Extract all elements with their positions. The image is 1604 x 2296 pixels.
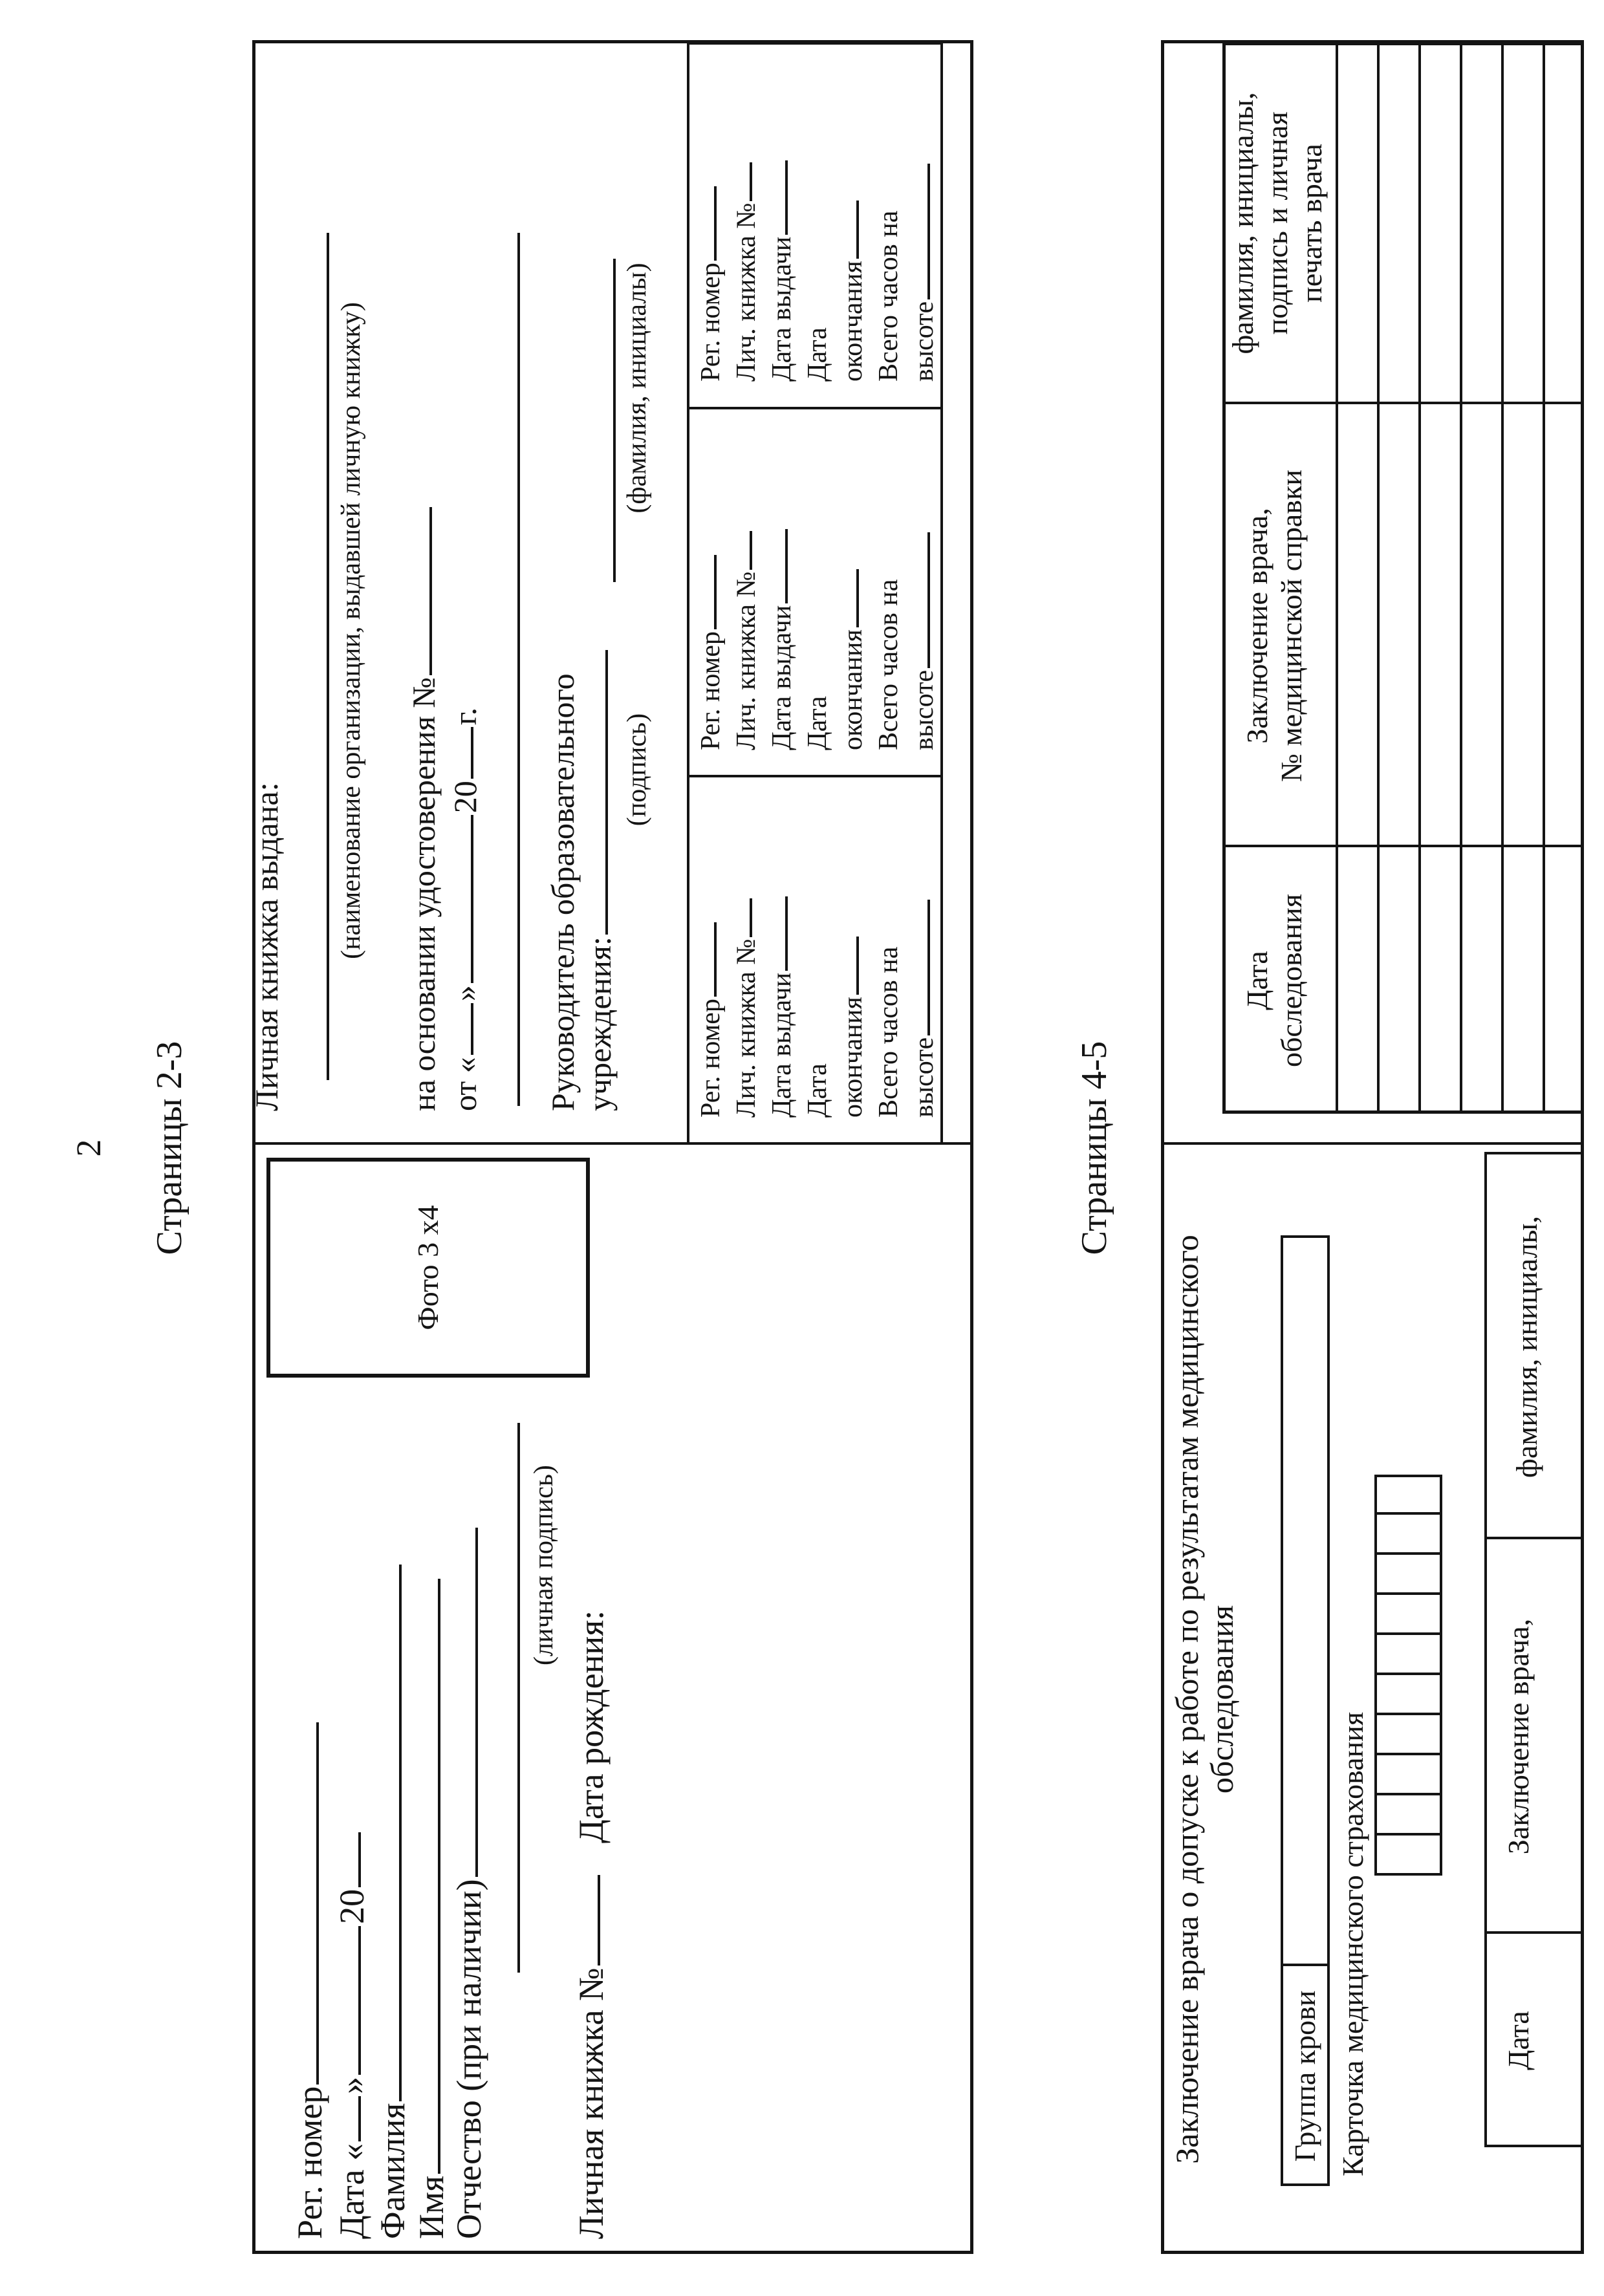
issue-date-prefix: от «	[447, 1057, 483, 1111]
record-hours-2: высоте	[907, 894, 942, 1118]
spread-2-3-heading: Страницы 2-3	[149, 1041, 190, 1255]
basis-line	[406, 505, 441, 1111]
record-end-date-1: Дата	[803, 1063, 832, 1118]
blank-line	[605, 650, 608, 935]
insurance-cell-divider	[1374, 1552, 1442, 1555]
head-of-institution-line2	[582, 648, 617, 1111]
exam-header-doctor-line2: подпись и личная	[1260, 111, 1294, 335]
exam-header-conclusion-line1: Заключение врача,	[1241, 508, 1273, 744]
field-patronymic-label: Отчество (при наличии)	[450, 1879, 488, 2239]
field-date-label: Дата «	[332, 2143, 371, 2239]
record-book-no: Лич. книжка №	[729, 158, 764, 382]
blank-line	[358, 2096, 361, 2141]
exam-header-date-line1: Дата	[1241, 951, 1273, 1010]
head-name-caption: (фамилия, инициалы)	[622, 263, 652, 514]
exam-table-header-bottom	[1336, 42, 1338, 1114]
records-table-divider-2	[687, 407, 943, 409]
medical-title-line1: Заключение врача о допуске к работе по результатам медицинского	[1169, 1235, 1205, 2164]
insurance-cell-divider	[1374, 1793, 1442, 1795]
records-cell-3	[693, 158, 942, 382]
exam-table-header-date	[1241, 847, 1309, 1114]
issuer-fill-line	[327, 233, 329, 1080]
exam-table-row-line	[1501, 42, 1504, 1114]
record-hours-2: высоте	[907, 527, 942, 750]
record-reg: Рег. номер	[693, 894, 729, 1118]
blank-line	[358, 1926, 361, 2075]
field-date-year: 20	[332, 1889, 371, 1924]
record-issue-date: Дата выдачи	[764, 527, 800, 750]
insurance-cell-divider	[1374, 1512, 1442, 1515]
field-personal-book-no-label: Личная книжка №	[572, 1967, 611, 2239]
field-first-name-label: Имя	[412, 2175, 451, 2239]
medical-title-line2: обследования	[1204, 1605, 1240, 1794]
blank-line	[471, 727, 473, 779]
record-reg: Рег. номер	[693, 527, 729, 750]
issued-label: Личная книжка выдана:	[248, 782, 285, 1111]
blank-line	[471, 815, 473, 983]
insurance-cell-divider	[1374, 1713, 1442, 1715]
exam-table-header-doctor	[1226, 42, 1329, 404]
exam-table-row-line	[1460, 42, 1462, 1114]
records-table-divider-1	[687, 775, 943, 777]
issue-date-line	[448, 708, 482, 1111]
insurance-card-strip	[1374, 1475, 1442, 1876]
photo-box	[266, 1158, 590, 1378]
insurance-cell-divider	[1374, 1833, 1442, 1836]
insurance-card-label: Карточка медицинского страхования	[1336, 1711, 1369, 2176]
exam-header-conclusion-line2: № медицинской справки	[1274, 470, 1308, 782]
field-date	[333, 1830, 371, 2239]
issue-date-year: 20	[447, 781, 483, 814]
cut-table-top-border	[1484, 1154, 1487, 2147]
signature-caption: (личная подпись)	[529, 1465, 559, 1665]
blank-line	[475, 1528, 478, 1877]
spread-4-5-heading: Страницы 4-5	[1074, 1041, 1114, 1255]
sheet-page-number: 2	[69, 1139, 108, 1157]
record-hours-2: высоте	[907, 158, 942, 382]
record-book-no: Лич. книжка №	[729, 894, 764, 1118]
issue-date-year-suffix: г.	[447, 707, 483, 726]
insurance-cell-divider	[1374, 1673, 1442, 1675]
field-reg-number	[291, 1720, 329, 2239]
insurance-cell-divider	[1374, 1632, 1442, 1635]
blank-line	[429, 507, 432, 675]
record-end-date-2: окончания	[836, 894, 871, 1118]
cut-table-col-name: фамилия, инициалы,	[1510, 1216, 1543, 1478]
field-reg-number-label: Рег. номер	[290, 2086, 329, 2239]
head-signature-caption: (подпись)	[622, 713, 652, 827]
head-of-institution-line1: Руководитель образовательного	[545, 673, 581, 1111]
head-name-line	[613, 259, 616, 582]
exam-table-row-line	[1377, 42, 1380, 1114]
record-end-date-1: Дата	[803, 696, 832, 750]
blank-line	[438, 1579, 440, 2174]
exam-header-date-line2: обследования	[1274, 894, 1308, 1067]
record-hours-1: Всего часов на	[874, 210, 904, 382]
records-cell-2	[693, 527, 942, 750]
extra-fill-line	[517, 233, 520, 1106]
records-cell-1	[693, 894, 942, 1118]
field-surname	[374, 1563, 411, 2239]
exam-table-header-conclusion	[1241, 404, 1309, 847]
blank-line	[399, 1565, 402, 2101]
record-reg: Рег. номер	[693, 158, 729, 382]
basis-label: на основании удостоверения №	[406, 677, 442, 1111]
blank-line	[358, 1832, 361, 1887]
field-date-close-quote: »	[332, 2076, 371, 2094]
blank-line	[316, 1722, 319, 2085]
field-first-name	[413, 1577, 450, 2239]
photo-box-label: Фото 3 х4	[411, 1205, 444, 1330]
exam-header-doctor-line1: фамилия, инициалы,	[1226, 92, 1259, 354]
record-issue-date: Дата выдачи	[764, 158, 800, 382]
record-hours-1: Всего часов на	[874, 946, 904, 1118]
field-birth-date: Дата рождения:	[572, 1610, 611, 1843]
record-book-no: Лич. книжка №	[729, 527, 764, 750]
field-personal-book-no	[572, 1873, 610, 2239]
record-hours-1: Всего часов на	[874, 579, 904, 750]
cut-table-col-conclusion: Заключение врача,	[1502, 1618, 1535, 1855]
exam-table-row-line	[1543, 42, 1545, 1114]
signature-line	[517, 1423, 520, 1973]
insurance-cell-divider	[1374, 1592, 1442, 1595]
blank-line	[471, 1003, 473, 1055]
head-of-institution-label: учреждения:	[581, 937, 618, 1111]
cut-table-col-date: Дата	[1502, 2011, 1535, 2070]
issuer-caption: (наименование организации, выдавшей личную книжку)	[336, 302, 366, 959]
insurance-cell-divider	[1374, 1753, 1442, 1755]
issue-date-close-quote: »	[447, 985, 483, 1002]
blank-line	[598, 1875, 600, 1966]
blood-group-label: Группа крови	[1288, 1990, 1321, 2162]
record-issue-date: Дата выдачи	[764, 894, 800, 1118]
record-end-date-2: окончания	[836, 158, 871, 382]
exam-table-row-line	[1418, 42, 1421, 1114]
record-end-date-2: окончания	[836, 527, 871, 750]
record-end-date-1: Дата	[803, 327, 832, 382]
field-surname-label: Фамилия	[373, 2103, 412, 2239]
exam-header-doctor-line3: печать врача	[1294, 144, 1328, 303]
field-patronymic	[450, 1526, 488, 2239]
